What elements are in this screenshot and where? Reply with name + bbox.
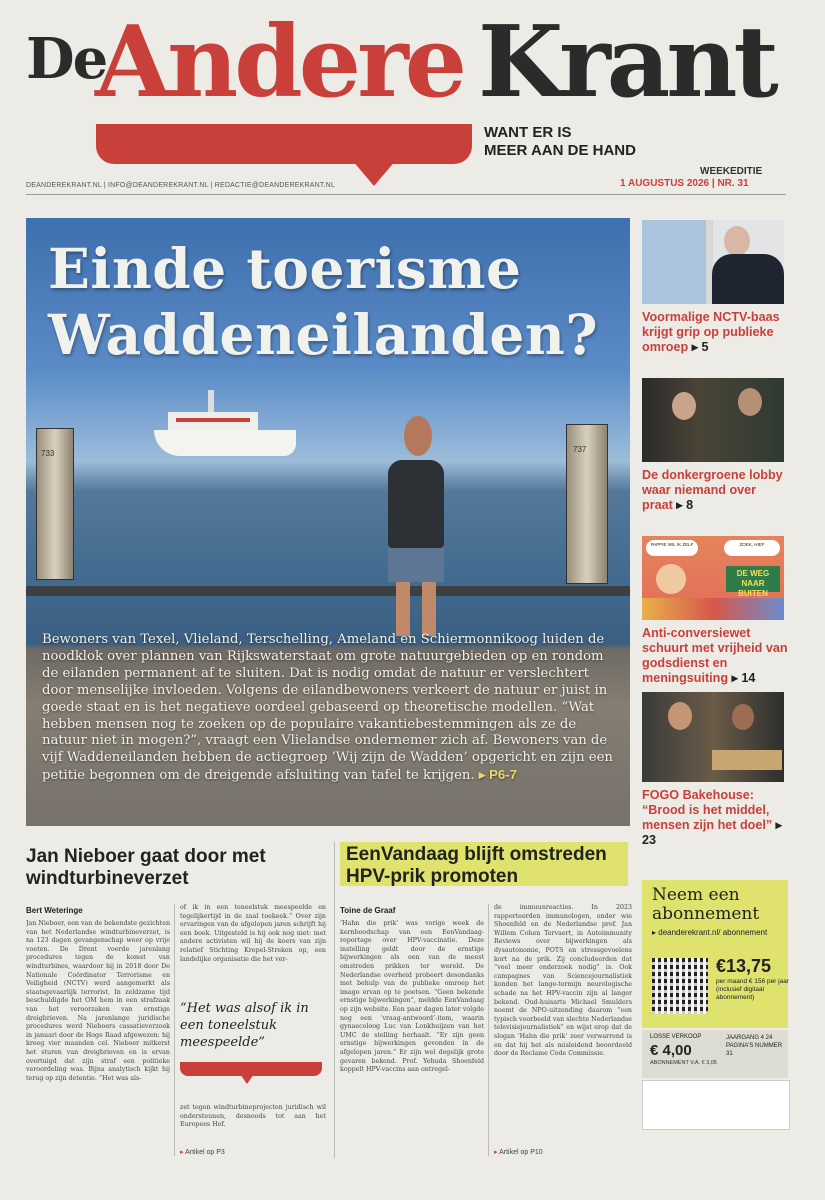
lead-body xyxy=(42,632,622,785)
person-head xyxy=(672,392,696,420)
subscription-from-note: ABONNEMENT V.A. € 3,05 xyxy=(650,1060,717,1066)
sidebar-page-ref: ▸ 23 xyxy=(642,818,782,847)
barcode-area xyxy=(642,1080,790,1130)
ferry-cabin xyxy=(168,412,258,432)
ferry-stripe xyxy=(176,418,250,422)
road-sign: DE WEG NAAR BUITEN xyxy=(726,566,780,592)
sidebar-illustration-3 xyxy=(642,536,784,620)
pull-quote: “Het was alsof ik in een toneelstuk meespeelde” xyxy=(180,1001,309,1050)
article-right-col2: de immuunreacties. In 2023 rapporteerden immunologen, onder wie Shoenfeld en de Nederlandse prof. Jan Willem Cohen Tervaert, in Autoimmunity Reviews over bijwerkingen als dysautonomie, POTS en stressgevoelens kort na de prik. Zij concludeerden dat “veel meer onderzoek nodig” is. Ook campagnes van Sciencejournalistiek konden het lange-termijn neurologische schade na het HPV-vaccin zijn al langer bekend. Oud-huisarts Michael Smulders noemt de NPO-uitzending daarom “een typisch voorbeeld van slechte Nederlandse televisiejournalistiek” en wijst erop dat de slogan ‘Hahn die prik’ zeer verwarrend is en dat hij het als misleidend beoordeeld door de Reclame Code Commissie. xyxy=(494,904,632,1058)
article-left-col1: Jan Nieboer, een van de bekendste gezichten van het Nederlandse windturbineverzet, is na 123 dagen gevangenschap weer op vrije voeten. De Drent voerde jarenlang procedures tegen de komst van windturbines, waardoor hij in 2018 door De Nationale Coördinator Terrorisme en Veiligheid (NCTV) werd aangemerkt als staatsgevaarlijk terrorist. In zeldzame tijd beschuldigde het OM hem in een strafzaak van het veroorzaken van ernstige dreigbrieven. Na jarenlange juridische procedures werd Nieboers cassatieverzoek in januari door de Hoge Raad afgewezen: hij kreeg vier maanden cel. Nieboer mitkerst het sturen van dreigbrieven en is ervan overtuigd dat zijn straf een politieke veroordeling was. Bijna analytisch kijkt hij terug op zijn detentie. “Het was als- xyxy=(26,920,170,1082)
subscription-link[interactable]: ▸ deanderekrant.nl/ abonnement xyxy=(652,928,768,937)
person-body xyxy=(388,460,444,548)
speech-bubble-logo-tail xyxy=(352,160,396,186)
ferry-hull xyxy=(154,430,296,456)
sidebar-page-ref: ▸ 14 xyxy=(731,671,756,685)
triangle-icon: ▸ xyxy=(180,1149,186,1156)
slogan-line-2: MEER AAN DE HAND xyxy=(484,142,636,159)
masthead-divider xyxy=(26,194,786,195)
person-leg xyxy=(422,580,436,636)
column-rule xyxy=(334,842,335,1158)
lead-headline-line-2: Waddeneilanden? xyxy=(48,302,599,367)
pull-quote-tail xyxy=(240,1074,254,1084)
railing xyxy=(26,586,630,596)
article-left-ref-text: Artikel op P3 xyxy=(185,1149,225,1156)
single-copy-price: € 4,00 xyxy=(650,1042,692,1059)
volume-info: JAARGANG 4 24 PAGINA'S NUMMER 31 xyxy=(726,1035,783,1057)
sidebar-headline-4[interactable] xyxy=(642,788,788,848)
lead-story-photo xyxy=(26,218,630,826)
article-left-ref[interactable] xyxy=(180,1148,225,1156)
ferry-mast xyxy=(208,390,214,414)
article-left-byline: Bert Weteringe xyxy=(26,906,83,915)
sidebar-headline-text: Anti-conversiewet schuurt met vrijheid van godsdienst en meningsuiting xyxy=(642,626,788,685)
cartoon-face xyxy=(656,564,686,594)
sidebar-headline-text: Voormalige NCTV-baas krijgt grip op publieke omroep xyxy=(642,310,780,354)
mooring-post-right xyxy=(566,424,608,584)
issue-date: 1 AUGUSTUS 2026 | NR. 31 xyxy=(620,178,749,189)
subscription-price: €13,75 xyxy=(716,956,772,976)
person-head xyxy=(404,416,432,456)
bread-tray xyxy=(712,750,782,770)
single-copy-label: LOSSE VERKOOP xyxy=(650,1034,702,1040)
slogan-line-1: WANT ER IS xyxy=(484,124,572,141)
article-right-col1: ‘Hahn die prik’ was vorige week de kernboodschap van een EenVandaag-reportage over HPV-vaccinatie. Deze instelling geldt door de ernstige bijwerkingen als een van de meest omstreden prikken ter wereld. De Nederlandse overheid probeert desondanks met behulp van de publieke omroep het imago ervan op te poetsen. “Geen bekende ernstige bijwerkingen”, meldde EenVandaag op zijn website. Een paar dagen later volgde nog een ‘vraag-antwoord’-item, waarin gynaecoloog Luc van Lonkhuijzen van het UMC de stelling herhaalt. “Er zijn geen ernstige bijwerkingen gevonden in de afgelopen jaren.” Er zijn wel degelijk grote gevaren bekend. Prof. Yehuda Shoenfeld koppelt HPV-vaccins aan ontregel- xyxy=(340,920,484,1074)
lead-body-text: Bewoners van Texel, Vlieland, Terschelling, Ameland en Schiermonnikoog luiden de noodklok over plannen van Rijkswaterstaat om grote natuurgebieden op en rondom de eilanden permanent af te sluiten. Dat is nodig omdat de natuur er verslechtert door menselijke invloeden. Volgens de eilandbewoners verkeert de natuur er juist in goede staat en is het negatieve oordeel gebaseerd op theoretische modellen. “Wat hebben mensen nog te zoeken op de populaire vakantiebestemmingen als ze de natuur niet in mogen?”, vraagt een Vlielandse ondernemer zich af. Bewoners van de vijf Waddeneilanden hebben de actiegroep ‘Wij zijn de Wadden’ opgericht en zijn een petitie begonnen om de dreigende afsluiting van tafel te krijgen. xyxy=(42,632,613,784)
person-leg xyxy=(396,580,410,636)
sidebar-headline-3[interactable] xyxy=(642,626,788,686)
lead-page-ref: ▸ P6-7 xyxy=(478,767,517,783)
person-head xyxy=(732,704,754,730)
sidebar-photo-4 xyxy=(642,692,784,782)
person-head xyxy=(668,702,692,730)
contact-line: DEANDEREKRANT.NL | INFO@DEANDEREKRANT.NL | REDACTIE@DEANDEREKRANT.NL xyxy=(26,182,336,189)
slogan xyxy=(484,124,636,160)
subscription-title[interactable] xyxy=(652,886,759,924)
mooring-post-left xyxy=(36,428,74,580)
masthead-andere: Andere xyxy=(95,5,464,120)
masthead-krant: Krant xyxy=(478,5,775,120)
lead-headline xyxy=(48,236,598,368)
person-head xyxy=(738,388,762,416)
speech-bubble: ZOEK, HIEF xyxy=(724,540,780,556)
subscription-title-line-2: abonnement xyxy=(652,904,760,924)
article-left-col2b: zet tegen windturbineprojecten juridisch wil ondersteunen, desnoods tot aan het Europees Hof. xyxy=(180,1104,326,1129)
edition-label: WEEKEDITIE xyxy=(700,166,763,177)
sidebar-headline-2[interactable] xyxy=(642,468,788,513)
article-right-headline[interactable]: EenVandaag blijft omstreden HPV-prik promoten xyxy=(346,844,607,887)
sidebar-photo-1 xyxy=(642,220,784,304)
rainbow-stripe xyxy=(642,598,784,620)
article-right-ref[interactable] xyxy=(494,1148,543,1156)
column-rule xyxy=(488,904,489,1156)
person-head xyxy=(724,226,750,256)
qr-code-pattern xyxy=(652,958,708,1014)
sidebar-page-ref: ▸ 8 xyxy=(676,498,694,512)
sidebar-page-ref: ▸ 5 xyxy=(691,340,709,354)
sidebar-headline-1[interactable] xyxy=(642,310,788,355)
lead-headline-line-1: Einde toerisme xyxy=(48,236,522,301)
article-left-col2: of ik in een toneelstuk meespeelde en tegelijkertijd in de zaal toekeek.” Over zijn ervaringen van de afgelopen jaren schrijft hij een boek. Uitgesteld is hij ook nog niet: met andere activisten wil hij de koers van zijn relatief Stichting Krepel-Streken op, een landelijke organisatie die het ver- xyxy=(180,904,326,963)
person-suit xyxy=(712,254,784,304)
subscription-title-line-1: Neem een xyxy=(652,885,740,905)
post-right-label: 737 xyxy=(573,445,587,454)
speech-bubble: PAPPIE WIL IK ZELF xyxy=(646,540,698,556)
article-left-headline[interactable]: Jan Nieboer gaat door met windturbineverzet xyxy=(26,846,266,889)
column-rule xyxy=(174,904,175,1156)
triangle-icon: ▸ xyxy=(494,1149,500,1156)
article-right-ref-text: Artikel op P10 xyxy=(499,1149,543,1156)
subscription-price-note: per maand € 156 per jaar (inclusief digitaal abonnement) xyxy=(716,978,789,1001)
speech-bubble-logo-bar xyxy=(96,124,472,164)
sidebar-photo-2 xyxy=(642,378,784,462)
post-left-label: 733 xyxy=(41,449,55,458)
masthead-de: De xyxy=(26,26,107,92)
sidebar-headline-text: FOGO Bakehouse: “Brood is het middel, mensen zijn het doel” xyxy=(642,788,773,832)
article-right-byline: Toine de Graaf xyxy=(340,906,396,915)
sidebar-headline-text: De donkergroene lobby waar niemand over praat xyxy=(642,468,783,512)
